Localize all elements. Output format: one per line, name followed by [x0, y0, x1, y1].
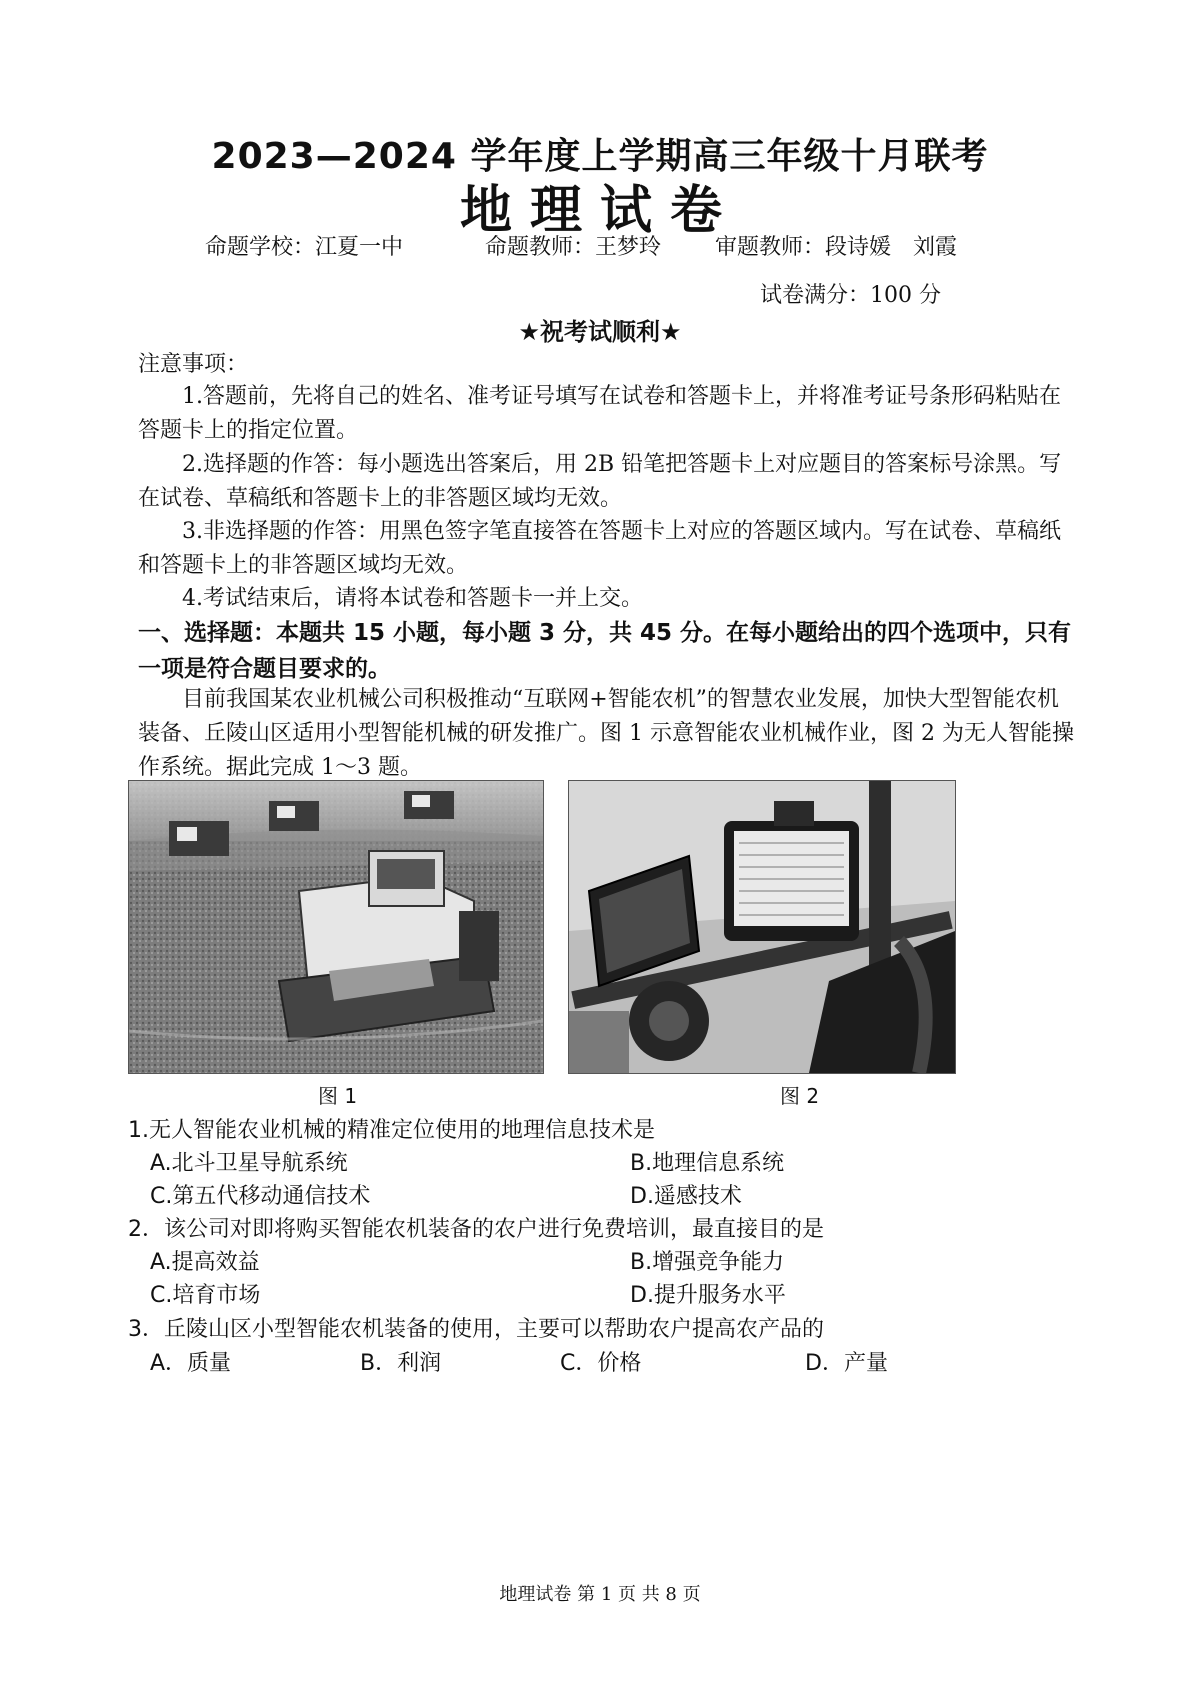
section-heading: 一、选择题：本题共 15 小题，每小题 3 分，共 45 分。在每小题给出的四个选项中，只有一项是符合题目要求的。 [138, 620, 1072, 682]
exam-subject-title: 地理试卷 [459, 181, 740, 241]
full-score: 试卷满分：100 分 [760, 283, 941, 308]
notice-item-4: 4.考试结束后，请将本试卷和答题卡一并上交。 [182, 586, 643, 611]
notice-item-2: 2.选择题的作答：每小题选出答案后，用 2B 铅笔把答题卡上对应题目的答案标号涂黑。写在试卷、草稿纸和答题卡上的非答题区域均无效。 [138, 452, 1062, 511]
question-1-option-d: D.遥感技术 [630, 1184, 742, 1209]
exam-title: 2023—2024 学年度上学期高三年级十月联考 [211, 136, 989, 177]
figure-1-caption: 图 1 [318, 1084, 358, 1108]
question-3-option-c: C．价格 [560, 1351, 642, 1376]
question-1-stem: 1.无人智能农业机械的精准定位使用的地理信息技术是 [128, 1118, 655, 1143]
question-2-option-a: A.提高效益 [150, 1250, 260, 1275]
blessing: ★祝考试顺利★ [518, 318, 682, 346]
figure-1-harvester-photo [128, 780, 544, 1074]
question-3-option-a: A．质量 [150, 1351, 232, 1376]
question-3-option-b: B．利润 [360, 1351, 442, 1376]
figure-2-caption: 图 2 [780, 1084, 820, 1108]
setter-school: 命题学校：江夏一中 [205, 235, 404, 260]
setter-teacher: 命题教师：王梦玲 [485, 235, 662, 260]
question-2-option-b: B.增强竞争能力 [630, 1250, 785, 1275]
reviewer-teachers: 审题教师：段诗媛 刘霞 [715, 235, 958, 260]
question-intro: 目前我国某农业机械公司积极推动“互联网+智能农机”的智慧农业发展，加快大型智能农机装备、丘陵山区适用小型智能机械的研发推广。图 1 示意智能农业机械作业，图 2 为无人智能操作系统。据此完成 1～3 题。 [138, 687, 1074, 780]
question-2-option-d: D.提升服务水平 [630, 1283, 786, 1308]
question-2-option-c: C.培育市场 [150, 1283, 261, 1308]
question-1-option-a: A.北斗卫星导航系统 [150, 1151, 348, 1176]
question-3-stem: 3．丘陵山区小型智能农机装备的使用，主要可以帮助农户提高农产品的 [128, 1317, 824, 1342]
question-3-option-d: D．产量 [805, 1351, 888, 1376]
question-2-stem: 2．该公司对即将购买智能农机装备的农户进行免费培训，最直接目的是 [128, 1217, 824, 1242]
figure-2-control-system-photo [568, 780, 956, 1074]
question-1-option-b: B.地理信息系统 [630, 1151, 785, 1176]
notice-item-3: 3.非选择题的作答：用黑色签字笔直接答在答题卡上对应的答题区域内。写在试卷、草稿纸和答题卡上的非答题区域均无效。 [138, 519, 1061, 578]
notice-item-1: 1.答题前，先将自己的姓名、准考证号填写在试卷和答题卡上，并将准考证号条形码粘贴在答题卡上的指定位置。 [138, 384, 1061, 443]
page-footer: 地理试卷 第 1 页 共 8 页 [499, 1584, 701, 1605]
notice-title: 注意事项： [138, 352, 249, 377]
question-1-option-c: C.第五代移动通信技术 [150, 1184, 371, 1209]
